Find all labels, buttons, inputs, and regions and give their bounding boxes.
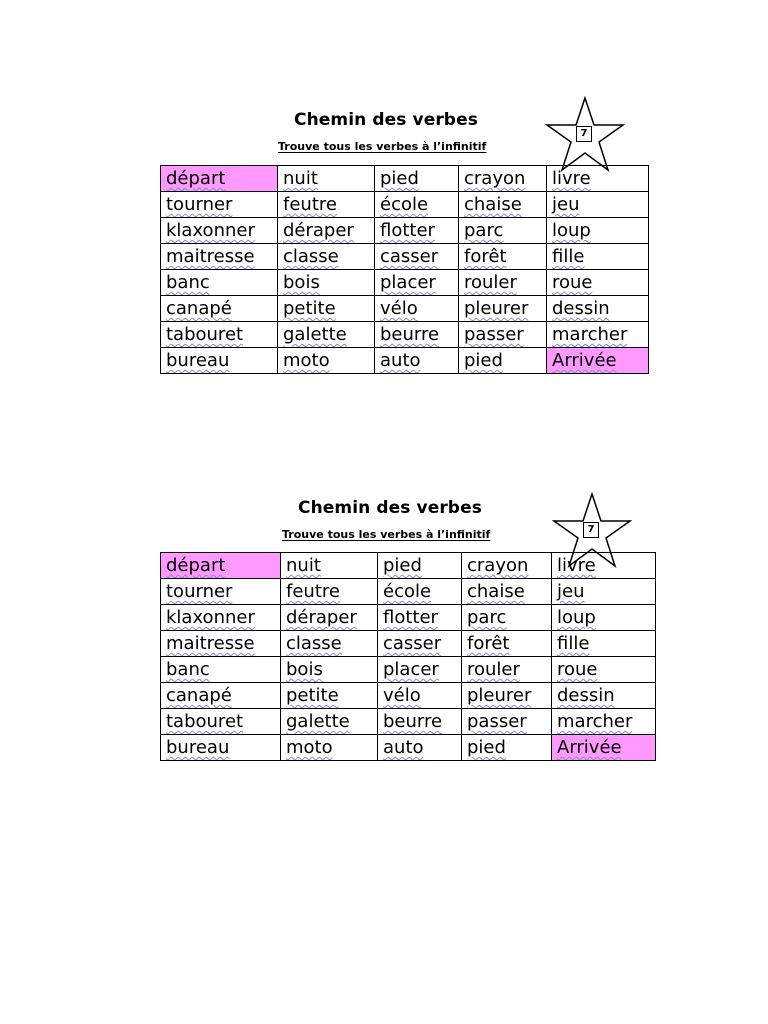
word-label: passer [467, 711, 527, 732]
grid-cell[interactable] [375, 322, 459, 348]
word-label: roue [552, 272, 593, 293]
word-label: chaise [464, 194, 522, 215]
word-label: vélo [383, 685, 421, 706]
word-label: pied [467, 737, 506, 758]
grid-cell[interactable] [161, 192, 278, 218]
grid-cell[interactable] [281, 605, 378, 631]
word-label: jeu [552, 194, 580, 215]
grid-cell[interactable] [378, 709, 462, 735]
grid-cell[interactable] [547, 322, 649, 348]
word-label: pleurer [464, 298, 529, 319]
word-label: auto [380, 350, 421, 371]
word-label: école [380, 194, 429, 215]
word-label: forêt [467, 633, 510, 654]
grid-cell[interactable] [161, 735, 281, 761]
worksheet-2 [160, 498, 660, 788]
grid-cell[interactable] [161, 244, 278, 270]
word-label: feutre [283, 194, 337, 215]
table-row [161, 348, 649, 374]
grid-cell[interactable] [281, 683, 378, 709]
grid-cell[interactable] [161, 166, 278, 192]
grid-cell[interactable] [375, 348, 459, 374]
grid-cell[interactable] [547, 192, 649, 218]
grid-cell[interactable] [281, 579, 378, 605]
word-label: maitresse [166, 246, 255, 267]
grid-cell[interactable] [462, 657, 552, 683]
grid-cell[interactable] [378, 579, 462, 605]
word-label: petite [286, 685, 339, 706]
word-label: moto [286, 737, 333, 758]
grid-cell[interactable] [375, 218, 459, 244]
word-label: livre [552, 168, 591, 189]
grid-cell[interactable] [459, 322, 547, 348]
word-label: petite [283, 298, 336, 319]
grid-cell[interactable] [552, 553, 656, 579]
word-label: beurre [383, 711, 443, 732]
word-label: flotter [383, 607, 438, 628]
verb-grid [160, 165, 649, 374]
grid-cell[interactable] [161, 270, 278, 296]
word-label: jeu [557, 581, 585, 602]
word-label: casser [383, 633, 442, 654]
grid-cell[interactable] [278, 244, 375, 270]
grid-cell[interactable] [547, 348, 649, 374]
word-label: beurre [380, 324, 440, 345]
word-label: auto [383, 737, 424, 758]
word-label: nuit [283, 168, 318, 189]
grid-cell[interactable] [378, 683, 462, 709]
grid-cell[interactable] [547, 270, 649, 296]
grid-cell[interactable] [161, 553, 281, 579]
table-row [161, 605, 656, 631]
table-row [161, 631, 656, 657]
word-label: fille [557, 633, 590, 654]
verb-grid [160, 552, 656, 761]
word-label: rouler [464, 272, 517, 293]
grid-cell[interactable] [281, 709, 378, 735]
table-row [161, 709, 656, 735]
grid-cell[interactable] [462, 605, 552, 631]
grid-cell[interactable] [462, 735, 552, 761]
grid-cell[interactable] [281, 735, 378, 761]
table-row [161, 735, 656, 761]
table-row [161, 322, 649, 348]
word-label: vélo [380, 298, 418, 319]
word-label: crayon [464, 168, 526, 189]
word-label: placer [380, 272, 436, 293]
grid-cell[interactable] [378, 735, 462, 761]
table-row [161, 218, 649, 244]
grid-cell[interactable] [161, 657, 281, 683]
word-label: galette [286, 711, 350, 732]
grid-cell[interactable] [462, 631, 552, 657]
grid-cell[interactable] [161, 348, 278, 374]
grid-cell[interactable] [375, 166, 459, 192]
grid-cell[interactable] [547, 244, 649, 270]
grid-cell[interactable] [459, 218, 547, 244]
grid-cell[interactable] [459, 166, 547, 192]
grid-cell[interactable] [552, 605, 656, 631]
word-label: déraper [283, 220, 354, 241]
grid-cell[interactable] [459, 296, 547, 322]
grid-cell[interactable] [161, 296, 278, 322]
word-label: bois [283, 272, 320, 293]
worksheet-title: Chemin des verbes [294, 110, 478, 130]
table-row [161, 657, 656, 683]
grid-cell[interactable] [547, 218, 649, 244]
table-row [161, 553, 656, 579]
grid-cell[interactable] [547, 296, 649, 322]
word-label: placer [383, 659, 439, 680]
grid-cell[interactable] [161, 605, 281, 631]
word-label: Arrivée [552, 350, 617, 371]
grid-cell[interactable] [375, 296, 459, 322]
word-label: rouler [467, 659, 520, 680]
word-label: école [383, 581, 432, 602]
grid-cell[interactable] [378, 605, 462, 631]
grid-cell[interactable] [552, 579, 656, 605]
grid-cell[interactable] [459, 244, 547, 270]
grid-cell[interactable] [459, 348, 547, 374]
grid-cell[interactable] [459, 192, 547, 218]
word-label: canapé [166, 298, 232, 319]
worksheet-subtitle: Trouve tous les verbes à l’infinitif [278, 140, 487, 153]
word-label: pleurer [467, 685, 532, 706]
grid-cell[interactable] [462, 709, 552, 735]
word-label: roue [557, 659, 598, 680]
table-row [161, 683, 656, 709]
word-label: dessin [557, 685, 615, 706]
word-label: déraper [286, 607, 357, 628]
word-label: tabouret [166, 324, 244, 345]
grid-cell[interactable] [161, 322, 278, 348]
word-label: nuit [286, 555, 321, 576]
word-label: marcher [552, 324, 628, 345]
word-label: feutre [286, 581, 340, 602]
grid-cell[interactable] [375, 192, 459, 218]
worksheet-title: Chemin des verbes [298, 498, 482, 518]
grid-cell[interactable] [375, 244, 459, 270]
grid-cell[interactable] [378, 657, 462, 683]
word-label: parc [464, 220, 504, 241]
grid-cell[interactable] [278, 322, 375, 348]
grid-cell[interactable] [161, 579, 281, 605]
word-label: canapé [166, 685, 232, 706]
grid-cell[interactable] [278, 296, 375, 322]
word-label: galette [283, 324, 347, 345]
word-label: dessin [552, 298, 610, 319]
word-label: Arrivée [557, 737, 622, 758]
table-row [161, 166, 649, 192]
table-row [161, 244, 649, 270]
grid-cell[interactable] [552, 631, 656, 657]
grid-cell[interactable] [547, 166, 649, 192]
grid-cell[interactable] [161, 683, 281, 709]
worksheet-1 [160, 110, 660, 400]
star-number: 7 [576, 126, 592, 142]
word-label: livre [557, 555, 596, 576]
grid-cell[interactable] [278, 192, 375, 218]
word-label: pied [383, 555, 422, 576]
word-label: tabouret [166, 711, 244, 732]
grid-cell[interactable] [462, 683, 552, 709]
word-label: tourner [166, 194, 233, 215]
word-label: banc [166, 272, 210, 293]
grid-cell[interactable] [278, 270, 375, 296]
word-label: tourner [166, 581, 233, 602]
grid-cell[interactable] [278, 348, 375, 374]
word-label: bureau [166, 350, 230, 371]
star-badge [545, 96, 625, 172]
grid-cell[interactable] [459, 270, 547, 296]
grid-cell[interactable] [161, 709, 281, 735]
word-label: moto [283, 350, 330, 371]
word-label: bureau [166, 737, 230, 758]
word-label: klaxonner [166, 607, 255, 628]
grid-cell[interactable] [161, 631, 281, 657]
grid-cell[interactable] [552, 709, 656, 735]
word-label: chaise [467, 581, 525, 602]
word-label: flotter [380, 220, 435, 241]
word-label: passer [464, 324, 524, 345]
word-label: maitresse [166, 633, 255, 654]
table-row [161, 270, 649, 296]
word-label: fille [552, 246, 585, 267]
grid-cell[interactable] [378, 631, 462, 657]
word-label: pied [380, 168, 419, 189]
table-row [161, 579, 656, 605]
word-label: banc [166, 659, 210, 680]
word-label: départ [166, 555, 226, 576]
grid-cell[interactable] [375, 270, 459, 296]
worksheet-subtitle: Trouve tous les verbes à l’infinitif [282, 528, 491, 541]
table-row [161, 296, 649, 322]
grid-cell[interactable] [281, 631, 378, 657]
word-label: marcher [557, 711, 633, 732]
word-label: classe [286, 633, 342, 654]
grid-cell[interactable] [462, 579, 552, 605]
word-label: loup [557, 607, 596, 628]
grid-cell[interactable] [462, 553, 552, 579]
word-label: parc [467, 607, 507, 628]
word-label: casser [380, 246, 439, 267]
word-label: pied [464, 350, 503, 371]
grid-cell[interactable] [281, 657, 378, 683]
grid-cell[interactable] [161, 218, 278, 244]
word-label: crayon [467, 555, 529, 576]
grid-cell[interactable] [552, 657, 656, 683]
word-label: klaxonner [166, 220, 255, 241]
grid-cell[interactable] [278, 166, 375, 192]
table-row [161, 192, 649, 218]
star-number: 7 [583, 522, 599, 538]
grid-cell[interactable] [281, 553, 378, 579]
word-label: forêt [464, 246, 507, 267]
grid-cell[interactable] [378, 553, 462, 579]
word-label: loup [552, 220, 591, 241]
grid-cell[interactable] [552, 683, 656, 709]
word-label: départ [166, 168, 226, 189]
grid-cell[interactable] [552, 735, 656, 761]
word-label: bois [286, 659, 323, 680]
word-label: classe [283, 246, 339, 267]
grid-cell[interactable] [278, 218, 375, 244]
